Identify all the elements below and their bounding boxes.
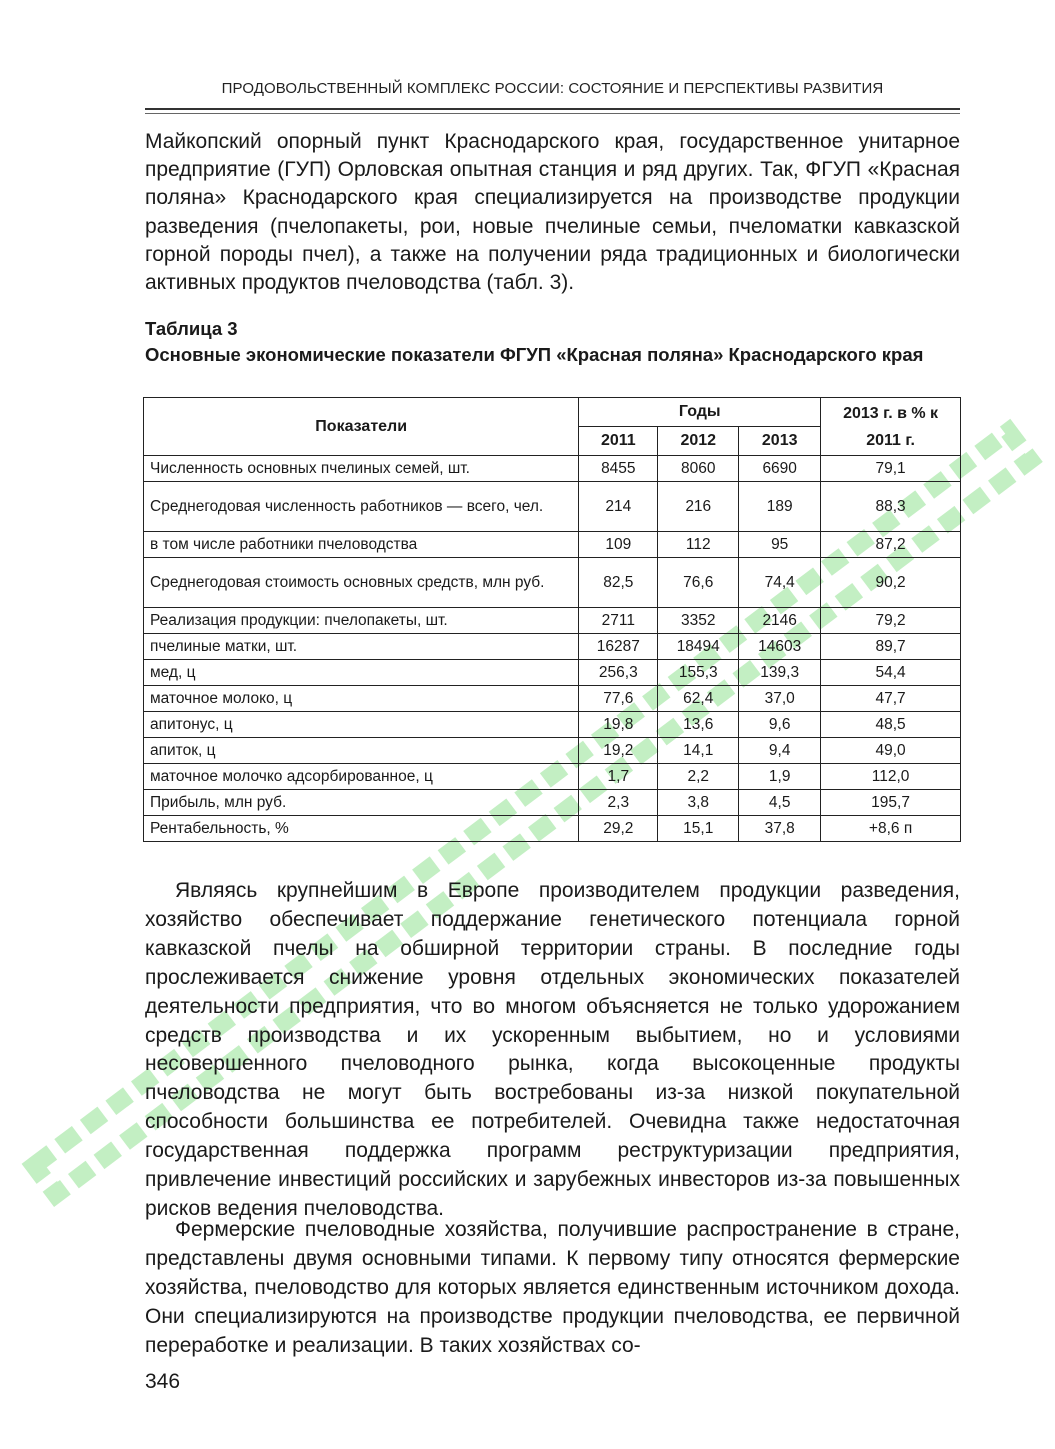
value-2012: 216	[658, 482, 739, 532]
value-2011: 19,2	[579, 738, 658, 764]
value-percent: +8,6 п	[821, 816, 961, 842]
value-2013: 95	[739, 532, 821, 558]
value-2011: 109	[579, 532, 658, 558]
table-title: Основные экономические показатели ФГУП «Красная поляна» Краснодарского края	[145, 344, 924, 365]
body-paragraph-2: Являясь крупнейшим в Европе производителем продукции разведения, хозяйство обеспечивает поддержание генетического потенциала горной кавказской пчелы на обширной территории страны. В последние годы прослеживается снижение уровня отдельных экономических показателей деятельности предприятия, что во многом объясняется не только удорожанием средств производства и их ускоренным выбытием, но и условиями несовершенного пчеловодного рынка, когда высокоценные продукты пчеловодства не могут быть востребованы из-за низкой покупательной способности большинства ее потребителей. Очевидна также недостаточная государственная поддержка программ реструктуризации предприятия, привлечение инвестиций российских и зарубежных инвесторов из-за повышенных рисков ведения пчеловодства.	[145, 879, 960, 1220]
value-percent: 79,2	[821, 608, 961, 634]
row-label: Среднегодовая стоимость основных средств, млн руб.	[144, 558, 579, 608]
value-2013: 4,5	[739, 790, 821, 816]
table-caption	[145, 316, 960, 368]
value-percent: 88,3	[821, 482, 961, 532]
value-percent: 90,2	[821, 558, 961, 608]
table-row	[144, 816, 961, 842]
value-2011: 77,6	[579, 686, 658, 712]
row-label: пчелиные матки, шт.	[144, 634, 579, 660]
body-paragraph-3: Фермерские пчеловодные хозяйства, получившие распространение в стране, представлены двумя основными типами. К первому типу относятся фермерские хозяйства, пчеловодство для которых является единственным источником дохода. Они специализируются на производстве продукции пчеловодства, ее первичной переработке и реализации. В таких хозяйствах со-	[145, 1218, 960, 1357]
value-2013: 37,8	[739, 816, 821, 842]
table-row	[144, 482, 961, 532]
value-2011: 29,2	[579, 816, 658, 842]
row-label: маточное молочко адсорбированное, ц	[144, 764, 579, 790]
value-2013: 1,9	[739, 764, 821, 790]
row-label: Среднегодовая численность работников — всего, чел.	[144, 482, 579, 532]
value-2012: 15,1	[658, 816, 739, 842]
value-2013: 189	[739, 482, 821, 532]
value-2011: 2,3	[579, 790, 658, 816]
row-label: мед, ц	[144, 660, 579, 686]
row-label: в том числе работники пчеловодства	[144, 532, 579, 558]
value-percent: 195,7	[821, 790, 961, 816]
table-row	[144, 660, 961, 686]
running-header: ПРОДОВОЛЬСТВЕННЫЙ КОМПЛЕКС РОССИИ: СОСТОЯНИЕ И ПЕРСПЕКТИВЫ РАЗВИТИЯ	[221, 80, 884, 97]
value-percent: 54,4	[821, 660, 961, 686]
value-percent: 49,0	[821, 738, 961, 764]
value-percent: 112,0	[821, 764, 961, 790]
col-header-2013: 2013	[739, 427, 821, 456]
row-label: Численность основных пчелиных семей, шт.	[144, 456, 579, 482]
value-2011: 82,5	[579, 558, 658, 608]
col-header-indicators: Показатели	[144, 398, 579, 456]
value-2013: 139,3	[739, 660, 821, 686]
value-percent: 79,1	[821, 456, 961, 482]
row-label: апиток, ц	[144, 738, 579, 764]
value-2013: 9,6	[739, 712, 821, 738]
table-row	[144, 608, 961, 634]
table-row	[144, 790, 961, 816]
value-2011: 1,7	[579, 764, 658, 790]
table-row	[144, 558, 961, 608]
table-row	[144, 764, 961, 790]
header-rule-thin	[145, 113, 960, 114]
value-2013: 74,4	[739, 558, 821, 608]
value-2012: 155,3	[658, 660, 739, 686]
col-header-change: 2013 г. в % к 2011 г.	[821, 398, 961, 456]
value-2012: 3352	[658, 608, 739, 634]
value-2012: 13,6	[658, 712, 739, 738]
value-2013: 14603	[739, 634, 821, 660]
page-number: 346	[145, 1370, 181, 1393]
value-2013: 2146	[739, 608, 821, 634]
value-2011: 214	[579, 482, 658, 532]
value-2011: 19,8	[579, 712, 658, 738]
economic-indicators-table	[143, 397, 961, 842]
value-2012: 8060	[658, 456, 739, 482]
value-2011: 2711	[579, 608, 658, 634]
value-2013: 6690	[739, 456, 821, 482]
value-2012: 3,8	[658, 790, 739, 816]
col-header-2011: 2011	[579, 427, 658, 456]
col-header-years: Годы	[579, 398, 821, 427]
value-percent: 89,7	[821, 634, 961, 660]
value-2012: 2,2	[658, 764, 739, 790]
table-row	[144, 634, 961, 660]
table-row	[144, 712, 961, 738]
value-2012: 62,4	[658, 686, 739, 712]
value-2013: 9,4	[739, 738, 821, 764]
value-2012: 18494	[658, 634, 739, 660]
table-label: Таблица 3	[145, 318, 238, 339]
value-2011: 16287	[579, 634, 658, 660]
value-2011: 8455	[579, 456, 658, 482]
value-2011: 256,3	[579, 660, 658, 686]
header-rule-thick	[145, 108, 960, 110]
intro-paragraph: Майкопский опорный пункт Краснодарского края, государственное унитарное предприятие (ГУП) Орловская опытная станция и ряд других. Так, ФГУП «Красная поляна» Краснодарского края специализируется на производстве продукции разведения (пчелопакеты, рои, новые пчелиные семьи, пчеломатки кавказской горной породы пчел), а также на получении ряда традиционных и биологически активных продуктов пчеловодства (табл. 3).	[145, 130, 960, 295]
row-label: Прибыль, млн руб.	[144, 790, 579, 816]
table-row	[144, 456, 961, 482]
value-2012: 112	[658, 532, 739, 558]
value-2013: 37,0	[739, 686, 821, 712]
value-2012: 76,6	[658, 558, 739, 608]
row-label: маточное молоко, ц	[144, 686, 579, 712]
row-label: Реализация продукции: пчелопакеты, шт.	[144, 608, 579, 634]
table-row	[144, 532, 961, 558]
row-label: Рентабельность, %	[144, 816, 579, 842]
col-header-2012: 2012	[658, 427, 739, 456]
table-row	[144, 686, 961, 712]
value-percent: 87,2	[821, 532, 961, 558]
value-2012: 14,1	[658, 738, 739, 764]
table-row	[144, 738, 961, 764]
value-percent: 47,7	[821, 686, 961, 712]
value-percent: 48,5	[821, 712, 961, 738]
row-label: апитонус, ц	[144, 712, 579, 738]
